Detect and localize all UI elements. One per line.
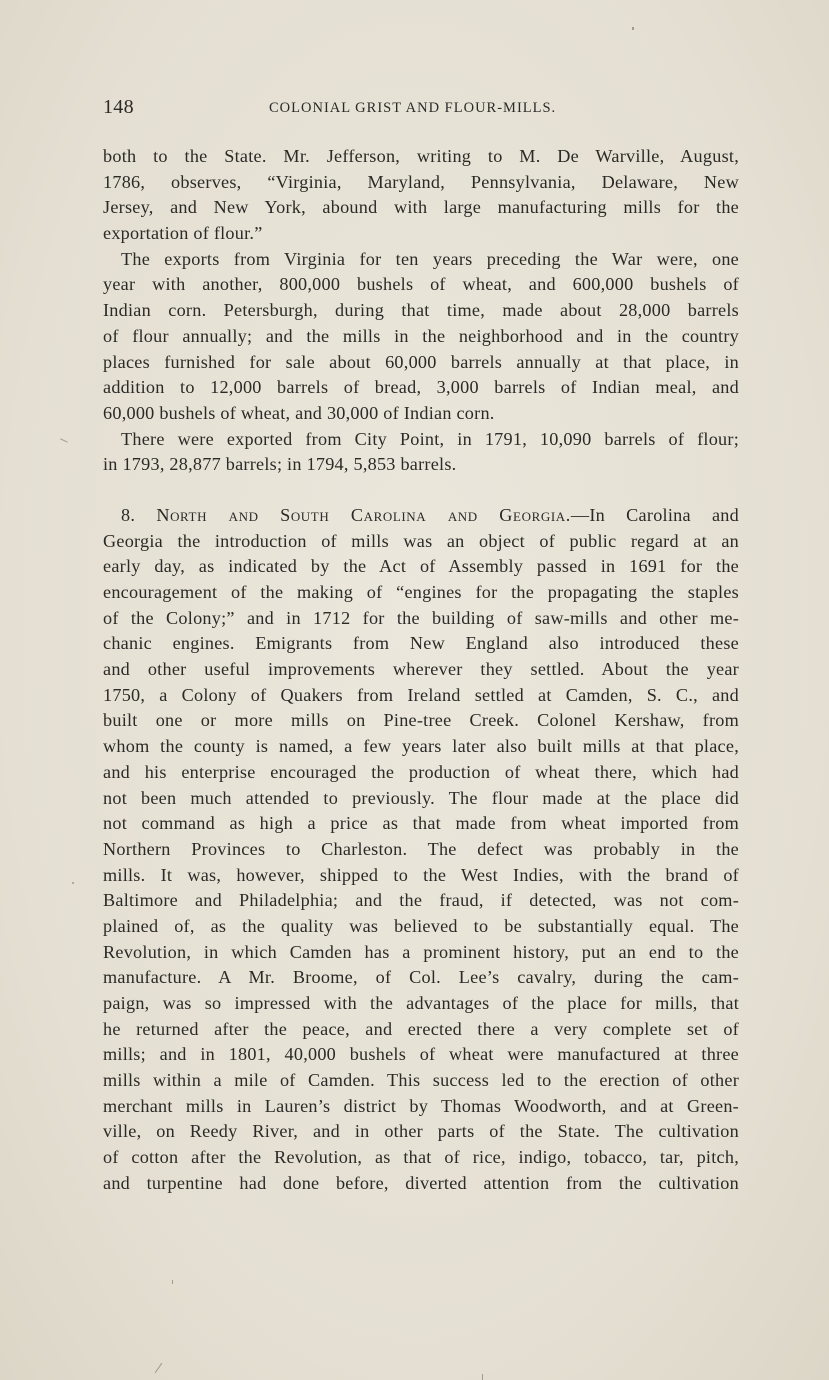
text-line: of cotton after the Revolution, as that of rice, indigo, tobacco, tar, pitch, xyxy=(103,1147,739,1168)
text-line: of the Colony;” and in 1712 for the building of saw-mills and other me- xyxy=(103,607,739,628)
text-line: in 1793, 28,877 barrels; in 1794, 5,853 barrels. xyxy=(103,454,457,475)
text-line: addition to 12,000 barrels of bread, 3,000 barrels of Indian meal, and xyxy=(103,377,739,398)
text-line: he returned after the peace, and erected there a very complete set of xyxy=(103,1018,739,1039)
text-line: of flour annually; and the mills in the neighborhood and in the country xyxy=(103,325,739,346)
text-line: and his enterprise encouraged the production of wheat there, which had xyxy=(103,761,739,782)
text-line: merchant mills in Lauren’s district by Thomas Woodworth, and at Green- xyxy=(103,1095,739,1116)
text-line: built one or more mills on Pine-tree Creek. Colonel Kershaw, from xyxy=(103,710,739,731)
scan-speck xyxy=(155,1363,163,1373)
text-line: and other useful improvements wherever they settled. About the year xyxy=(103,659,739,680)
scan-speck xyxy=(172,1280,173,1284)
text-line: mills within a mile of Camden. This success led to the erection of other xyxy=(103,1070,739,1091)
text-line: There were exported from City Point, in 1791, 10,090 barrels of flour; xyxy=(121,428,739,449)
text-line: year with another, 800,000 bushels of wheat, and 600,000 bushels of xyxy=(103,274,739,295)
text-line: Baltimore and Philadelphia; and the fraud, if detected, was not com- xyxy=(103,890,739,911)
text-line: mills. It was, however, shipped to the West Indies, with the brand of xyxy=(103,864,739,885)
text-line: Northern Provinces to Charleston. The defect was probably in the xyxy=(103,838,739,859)
text-line: plained of, as the quality was believed to be substantially equal. The xyxy=(103,915,739,936)
text-line: encouragement of the making of “engines for the propagating the staples xyxy=(103,582,739,602)
text-line: and turpentine had done before, diverted attention from the cultivation xyxy=(103,1172,739,1193)
running-title: COLONIAL GRIST AND FLOUR-MILLS. xyxy=(269,100,557,116)
text-line: Jersey, and New York, abound with large manufacturing mills for the xyxy=(103,197,739,218)
scan-speck xyxy=(60,438,68,442)
text-line: mills; and in 1801, 40,000 bushels of wheat were manufactured at three xyxy=(103,1044,739,1065)
section-gap xyxy=(103,478,739,503)
paragraph xyxy=(103,247,739,427)
text-line: Indian corn. Petersburgh, during that time, made about 28,000 barrels xyxy=(103,300,739,321)
text-line: not command as high a price as that made from wheat imported from xyxy=(103,813,739,834)
text-line: paign, was so impressed with the advantages of the place for mills, that xyxy=(103,993,739,1013)
text-line: whom the county is named, a few years later also built mills at that place, xyxy=(103,736,739,757)
scan-speck xyxy=(632,27,634,30)
text-line: 1750, a Colony of Quakers from Ireland settled at Camden, S. C., and xyxy=(103,684,739,705)
paragraph xyxy=(103,427,739,478)
text-line: 1786, observes, “Virginia, Maryland, Pennsylvania, Delaware, New xyxy=(103,171,739,192)
text-line: chanic engines. Emigrants from New England also introduced these xyxy=(103,633,739,654)
text-line: Revolution, in which Camden has a prominent history, put an end to the xyxy=(103,941,739,962)
paragraph xyxy=(103,144,739,247)
section-heading-line xyxy=(103,503,739,529)
section-heading: North and South Carolina and Georgia. xyxy=(156,504,571,525)
scan-speck xyxy=(482,1374,483,1380)
body-text xyxy=(103,144,739,1197)
text-line: places furnished for sale about 60,000 barrels annually at that place, in xyxy=(103,351,739,372)
section-number: 8. xyxy=(121,504,136,525)
scan-speck xyxy=(72,882,74,884)
text-line: The exports from Virginia for ten years preceding the War were, one xyxy=(121,248,739,269)
page-number: 148 xyxy=(103,96,134,118)
section-paragraph xyxy=(103,503,739,1197)
text-line: both to the State. Mr. Jefferson, writing to M. De Warville, August, xyxy=(103,146,739,166)
text-line: manufacture. A Mr. Broome, of Col. Lee’s cavalry, during the cam- xyxy=(103,967,739,988)
text-line: Georgia the introduction of mills was an object of public regard at an xyxy=(103,530,739,551)
text-line: ville, on Reedy River, and in other parts of the State. The cultivation xyxy=(103,1121,739,1142)
text-run: —In Carolina and xyxy=(570,504,739,525)
page-header xyxy=(103,96,726,124)
text-line: 60,000 bushels of wheat, and 30,000 of Indian corn. xyxy=(103,402,495,423)
text-line: not been much attended to previously. The flour made at the place did xyxy=(103,787,739,808)
text-line: early day, as indicated by the Act of Assembly passed in 1691 for the xyxy=(103,556,739,577)
text-line: exportation of flour.” xyxy=(103,223,263,244)
